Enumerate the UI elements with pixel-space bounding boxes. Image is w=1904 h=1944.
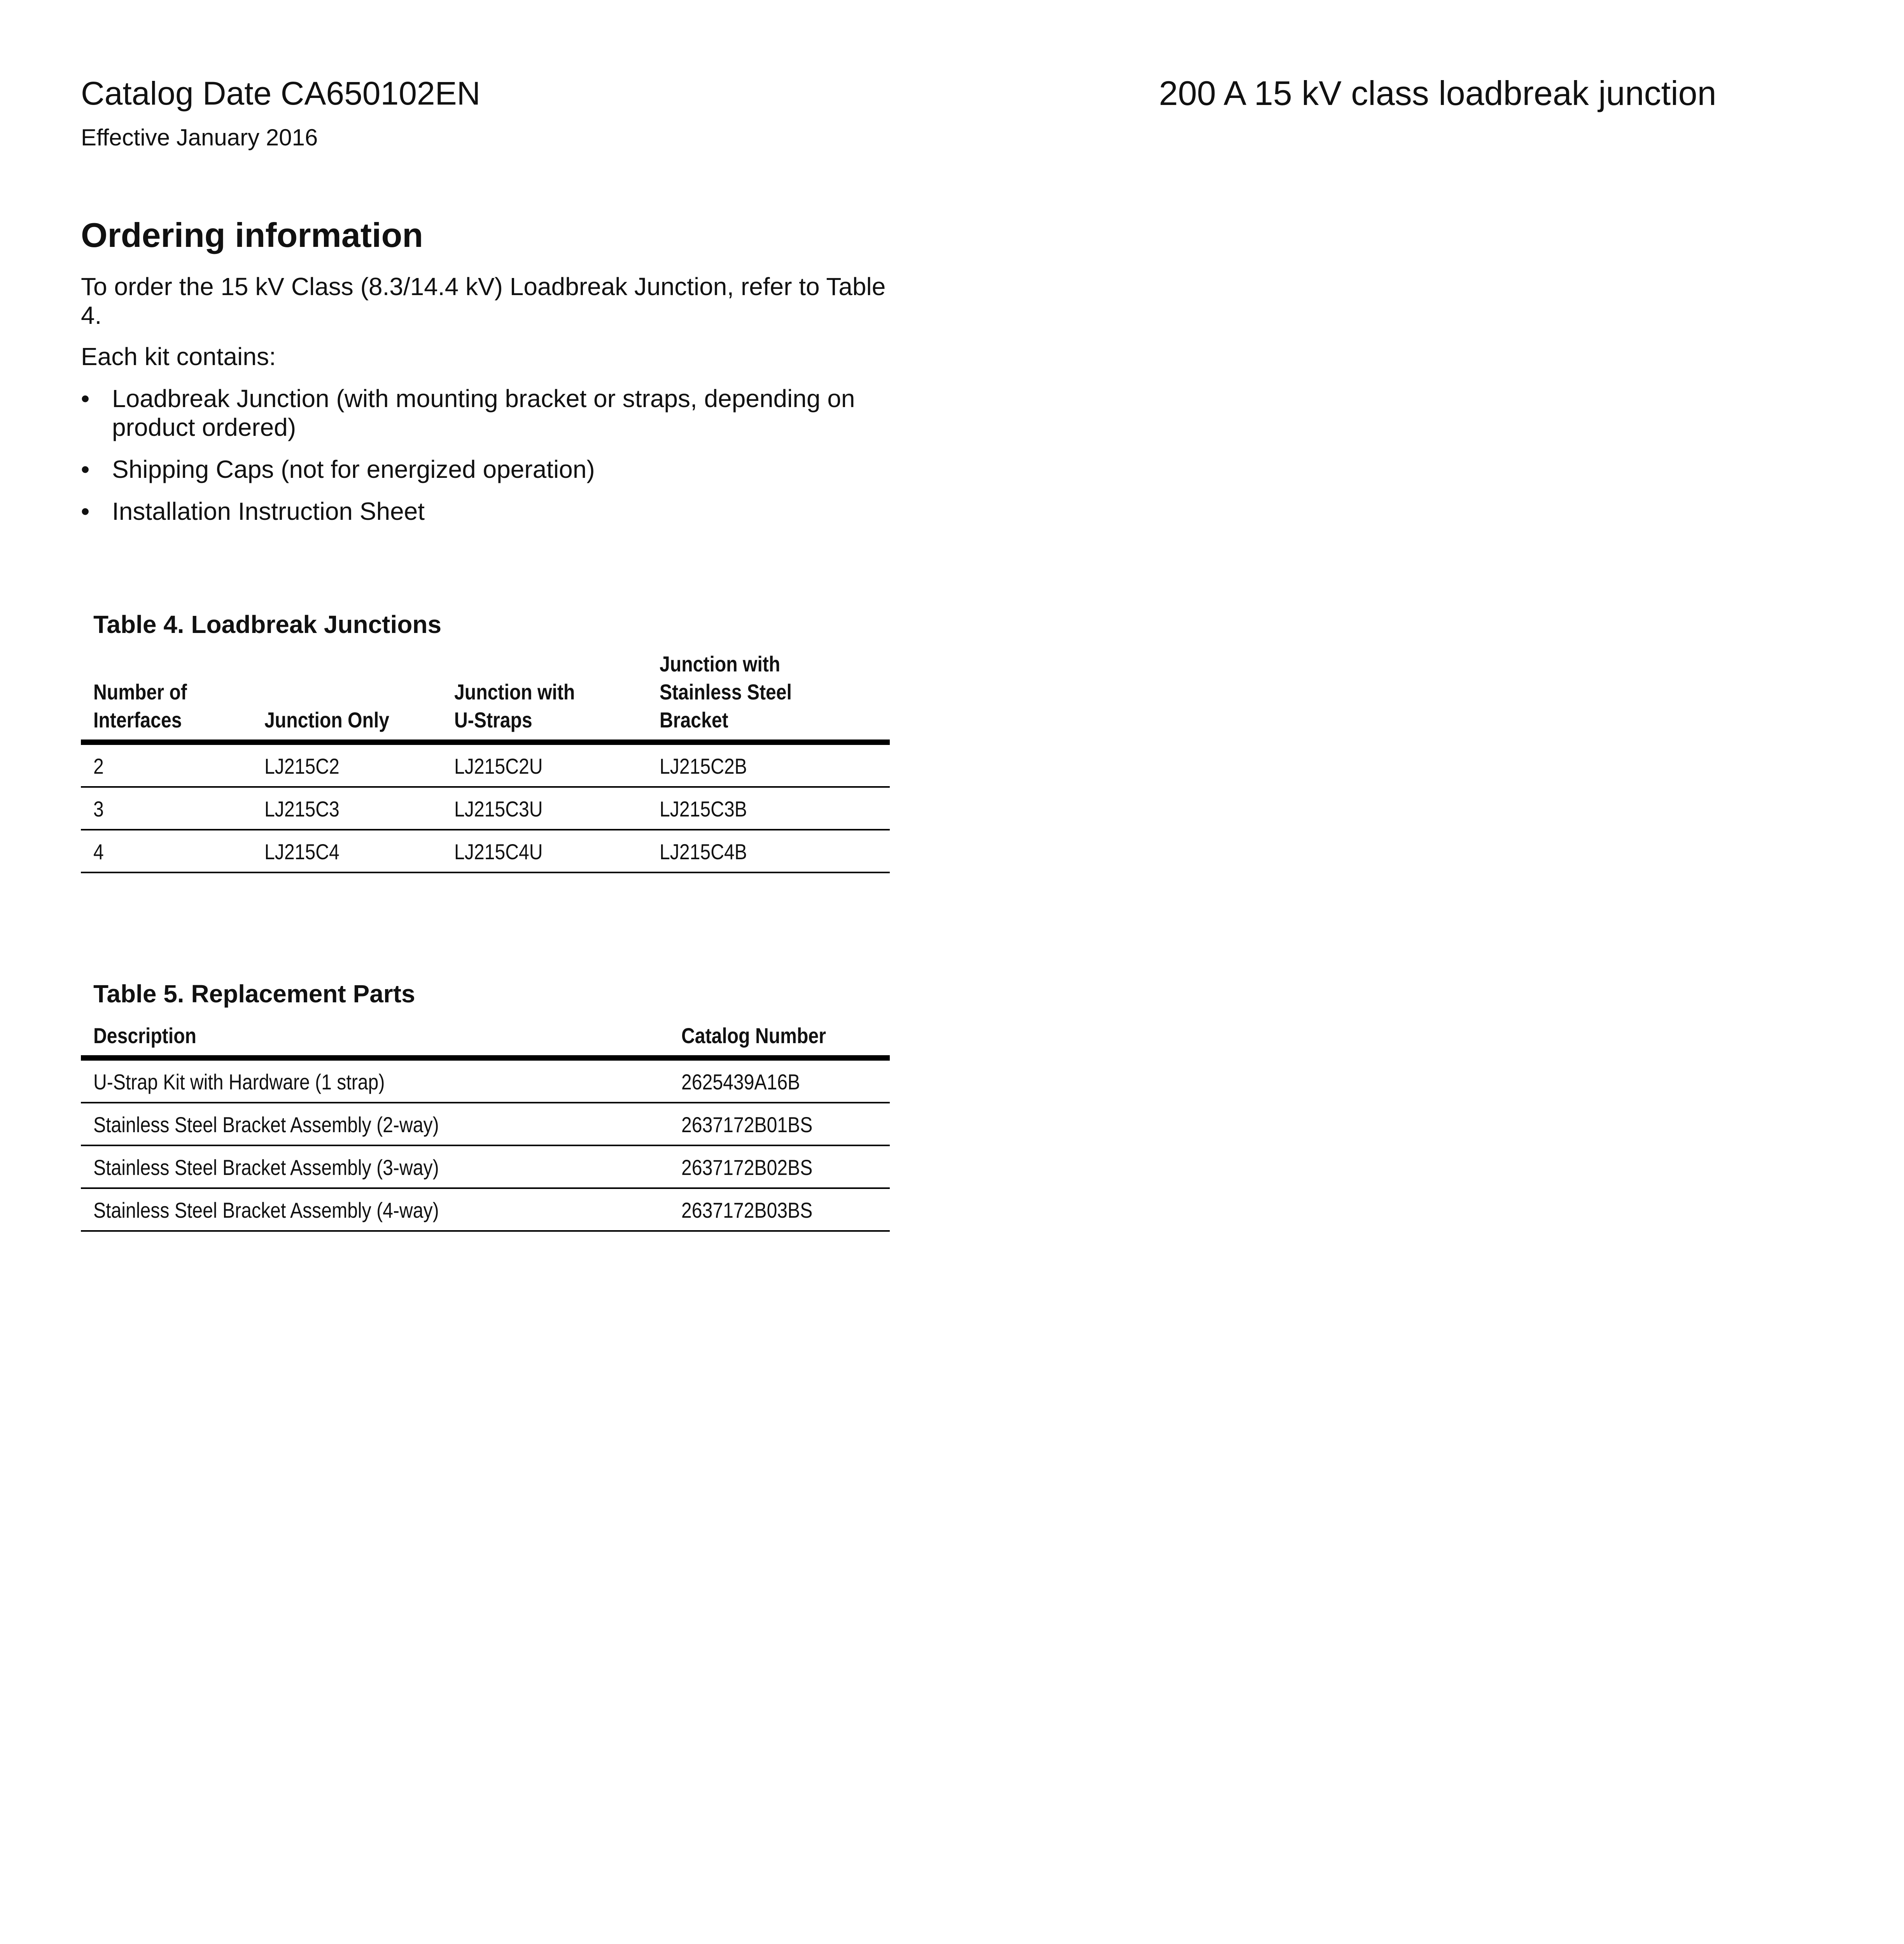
- col-header-junction-only: Junction Only: [252, 650, 442, 742]
- table5-caption: Table 5. Replacement Parts: [93, 980, 415, 1008]
- table-row: [81, 1145, 890, 1188]
- cell-catalog-number: 2637172B01BS: [669, 1103, 890, 1145]
- catalog-date-line: [81, 74, 480, 113]
- kit-intro: Each kit contains:: [81, 343, 276, 371]
- replacement-parts-table: [81, 1022, 890, 1232]
- loadbreak-junctions-table: [81, 650, 890, 873]
- list-item-text: Installation Instruction Sheet: [112, 497, 425, 525]
- table-header-row: [81, 1022, 890, 1058]
- cell-description: U-Strap Kit with Hardware (1 strap): [81, 1058, 669, 1103]
- list-item: [81, 497, 905, 526]
- cell-u-straps: LJ215C2U: [442, 742, 647, 787]
- catalog-date-label: Catalog Date: [81, 75, 272, 112]
- cell-junction-only: LJ215C2: [252, 742, 442, 787]
- table-row: [81, 1058, 890, 1103]
- col-header-interfaces: Number of Interfaces: [81, 650, 252, 742]
- col-header-bracket: Junction with Stainless Steel Bracket: [647, 650, 890, 742]
- cell-catalog-number: 2637172B02BS: [669, 1145, 890, 1188]
- table-row: [81, 830, 890, 872]
- bullet-icon: •: [81, 385, 90, 413]
- cell-junction-only: LJ215C4: [252, 830, 442, 872]
- table-header-row: [81, 650, 890, 742]
- col-header-u-straps: Junction with U-Straps: [442, 650, 647, 742]
- intro-paragraph: To order the 15 kV Class (8.3/14.4 kV) Loadbreak Junction, refer to Table 4.: [81, 273, 886, 329]
- col-header-description: Description: [81, 1022, 669, 1058]
- kit-contents-list: [81, 384, 905, 539]
- cell-junction-only: LJ215C3: [252, 787, 442, 830]
- table-row: [81, 1103, 890, 1145]
- section-title: Ordering information: [81, 216, 423, 254]
- list-item: [81, 384, 905, 442]
- cell-description: Stainless Steel Bracket Assembly (2-way): [81, 1103, 669, 1145]
- cell-catalog-number: 2625439A16B: [669, 1058, 890, 1103]
- cell-u-straps: LJ215C3U: [442, 787, 647, 830]
- cell-interfaces: 3: [81, 787, 252, 830]
- bullet-icon: •: [81, 497, 90, 525]
- catalog-number: CA650102EN: [280, 75, 481, 112]
- table-row: [81, 742, 890, 787]
- table-row: [81, 1188, 890, 1231]
- list-item: [81, 455, 905, 484]
- cell-interfaces: 4: [81, 830, 252, 872]
- list-item-text: Loadbreak Junction (with mounting bracket or straps, depending on product ordered): [112, 385, 855, 441]
- cell-catalog-number: 2637172B03BS: [669, 1188, 890, 1231]
- cell-description: Stainless Steel Bracket Assembly (3-way): [81, 1145, 669, 1188]
- effective-date: Effective January 2016: [81, 124, 318, 150]
- cell-bracket: LJ215C2B: [647, 742, 890, 787]
- cell-description: Stainless Steel Bracket Assembly (4-way): [81, 1188, 669, 1231]
- cell-u-straps: LJ215C4U: [442, 830, 647, 872]
- cell-interfaces: 2: [81, 742, 252, 787]
- bullet-icon: •: [81, 455, 90, 483]
- col-header-catalog-number: Catalog Number: [669, 1022, 890, 1058]
- cell-bracket: LJ215C4B: [647, 830, 890, 872]
- cell-bracket: LJ215C3B: [647, 787, 890, 830]
- table4-caption: Table 4. Loadbreak Junctions: [93, 610, 442, 638]
- table-row: [81, 787, 890, 830]
- list-item-text: Shipping Caps (not for energized operation): [112, 455, 595, 483]
- product-title: 200 A 15 kV class loadbreak junction: [1159, 74, 1717, 112]
